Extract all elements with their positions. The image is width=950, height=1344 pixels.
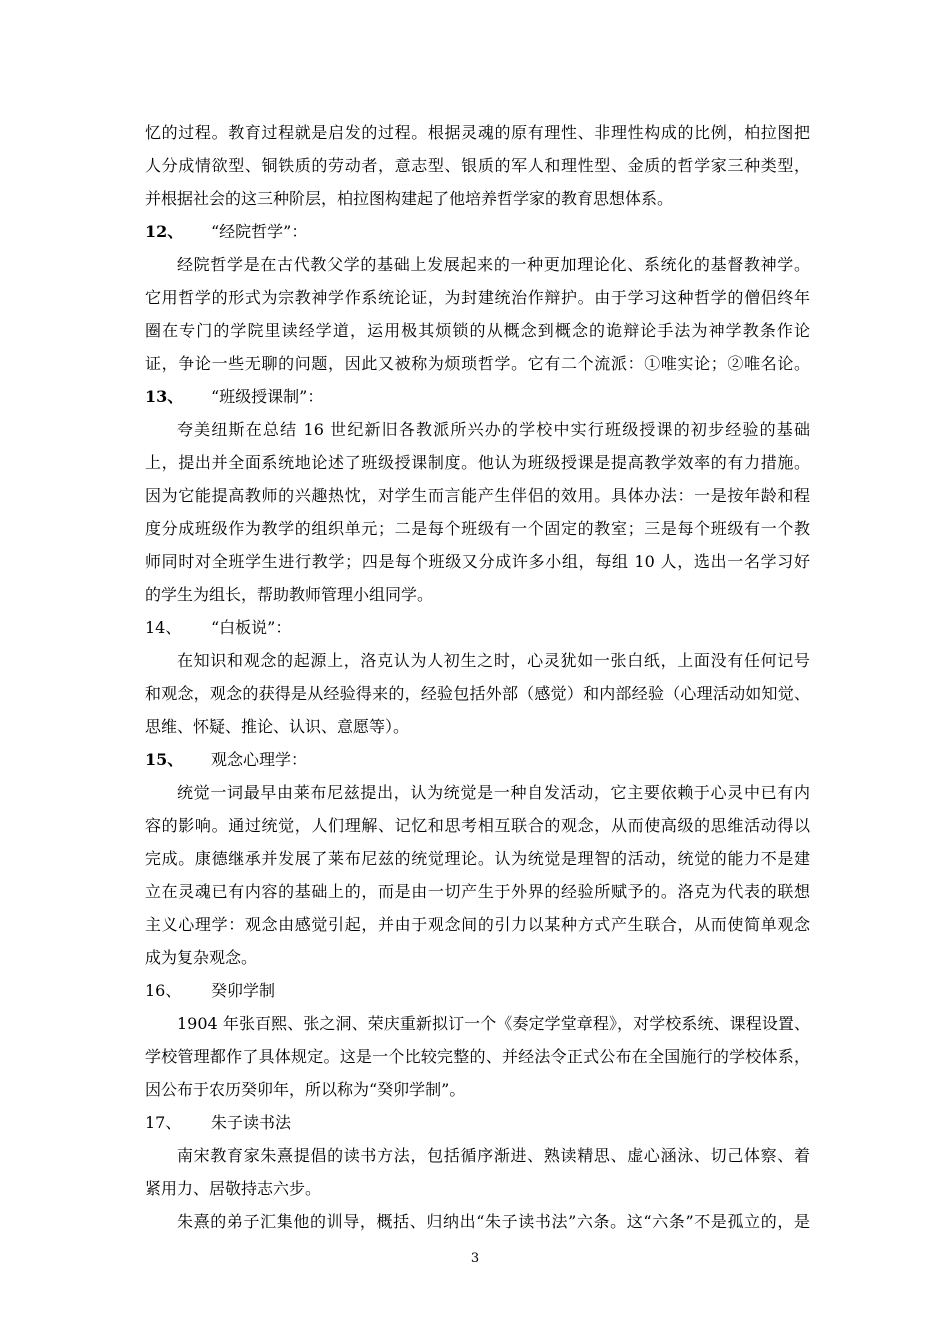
section-heading xyxy=(145,611,810,644)
text-line: 夸美纽斯在总结 16 世纪新旧各教派所兴办的学校中实行班级授课的初步经验的基础 xyxy=(177,420,810,439)
section-heading xyxy=(145,1106,810,1139)
document-body xyxy=(145,116,810,1238)
section-title: “班级授课制”： xyxy=(211,387,324,406)
text-line: 紧用力、居敬持志六步。 xyxy=(145,1179,322,1198)
text-line: 师同时对全班学生进行教学；四是每个班级又分成许多小组，每组 10 人，选出一名学习好 xyxy=(145,552,810,571)
page-number: 3 xyxy=(470,1251,480,1266)
text-line: 南宋教育家朱熹提倡的读书方法，包括循序渐进、熟读精思、虚心涵泳、切己体察、着 xyxy=(177,1146,810,1165)
text-line: 学校管理都作了具体规定。这是一个比较完整的、并经法令正式公布在全国施行的学校体系， xyxy=(145,1047,810,1066)
text-line: 证，争论一些无聊的问题，因此又被称为烦琐哲学。它有二个流派：①唯实论；②唯名论。 xyxy=(145,354,810,373)
section-title: 癸卯学制 xyxy=(211,981,276,1000)
section-number: 12、 xyxy=(145,222,184,241)
text-line: 经院哲学是在古代教父学的基础上发展起来的一种更加理论化、系统化的基督教神学。 xyxy=(177,255,810,274)
text-line: 容的影响。通过统觉，人们理解、记忆和思考相互联合的观念，从而使高级的思维活动得以 xyxy=(145,816,810,835)
section-heading xyxy=(145,974,810,1007)
section-heading xyxy=(145,743,810,776)
section-heading xyxy=(145,380,810,413)
section-title: 观念心理学： xyxy=(211,750,308,769)
text-line: 和观念，观念的获得是从经验得来的，经验包括外部（感觉）和内部经验（心理活动如知觉、 xyxy=(145,684,810,703)
text-line: 成为复杂观念。 xyxy=(145,948,258,967)
section-heading xyxy=(145,215,810,248)
text-line: 主义心理学：观念由感觉引起，并由于观念间的引力以某种方式产生联合，从而使简单观念 xyxy=(145,915,810,934)
section-title: “经院哲学”： xyxy=(211,222,308,241)
text-line: 上，提出并全面系统地论述了班级授课制度。他认为班级授课是提高教学效率的有力措施。 xyxy=(145,453,810,472)
text-line: 因为它能提高教师的兴趣热忱，对学生而言能产生伴侣的效用。具体办法：一是按年龄和程 xyxy=(145,486,810,505)
section-number: 14、 xyxy=(145,618,182,637)
text-line: 统觉一词最早由莱布尼兹提出，认为统觉是一种自发活动，它主要依赖于心灵中已有内 xyxy=(177,783,810,802)
text-line: 因公布于农历癸卯年，所以称为“癸卯学制”。 xyxy=(145,1080,466,1099)
text-line: 圈在专门的学院里读经学道，运用极其烦锁的从概念到概念的诡辩论手法为神学教条作论 xyxy=(145,321,810,340)
section-number: 17、 xyxy=(145,1113,182,1132)
text-line: 思维、怀疑、推论、认识、意愿等）。 xyxy=(145,717,410,736)
text-line: 在知识和观念的起源上，洛克认为人初生之时，心灵犹如一张白纸，上面没有任何记号 xyxy=(177,651,810,670)
text-line: 并根据社会的这三种阶层，柏拉图构建起了他培养哲学家的教育思想体系。 xyxy=(145,189,674,208)
text-line: 完成。康德继承并发展了莱布尼兹的统觉理论。认为统觉是理智的活动，统觉的能力不是建 xyxy=(145,849,810,868)
text-line: 忆的过程。教育过程就是启发的过程。根据灵魂的原有理性、非理性构成的比例，柏拉图把 xyxy=(145,123,810,142)
text-line: 1904 年张百熙、张之洞、荣庆重新拟订一个《奏定学堂章程》，对学校系统、课程设置、 xyxy=(177,1014,810,1033)
section-number: 16、 xyxy=(145,981,182,1000)
text-line: 的学生为组长，帮助教师管理小组同学。 xyxy=(145,585,434,604)
section-number: 15、 xyxy=(145,750,184,769)
text-line: 度分成班级作为教学的组织单元；二是每个班级有一个固定的教室；三是每个班级有一个教 xyxy=(145,519,810,538)
section-number: 13、 xyxy=(145,387,184,406)
section-title: 朱子读书法 xyxy=(211,1113,292,1132)
text-line: 人分成情欲型、铜铁质的劳动者，意志型、银质的军人和理性型、金质的哲学家三种类型， xyxy=(145,156,810,175)
text-line: 朱熹的弟子汇集他的训导，概括、归纳出“朱子读书法”六条。这“六条”不是孤立的，是 xyxy=(177,1212,810,1231)
text-line: 它用哲学的形式为宗教神学作系统论证，为封建统治作辩护。由于学习这种哲学的僧侣终年 xyxy=(145,288,810,307)
section-title: “白板说”： xyxy=(211,618,292,637)
text-line: 立在灵魂已有内容的基础上的，而是由一切产生于外界的经验所赋予的。洛克为代表的联想 xyxy=(145,882,810,901)
